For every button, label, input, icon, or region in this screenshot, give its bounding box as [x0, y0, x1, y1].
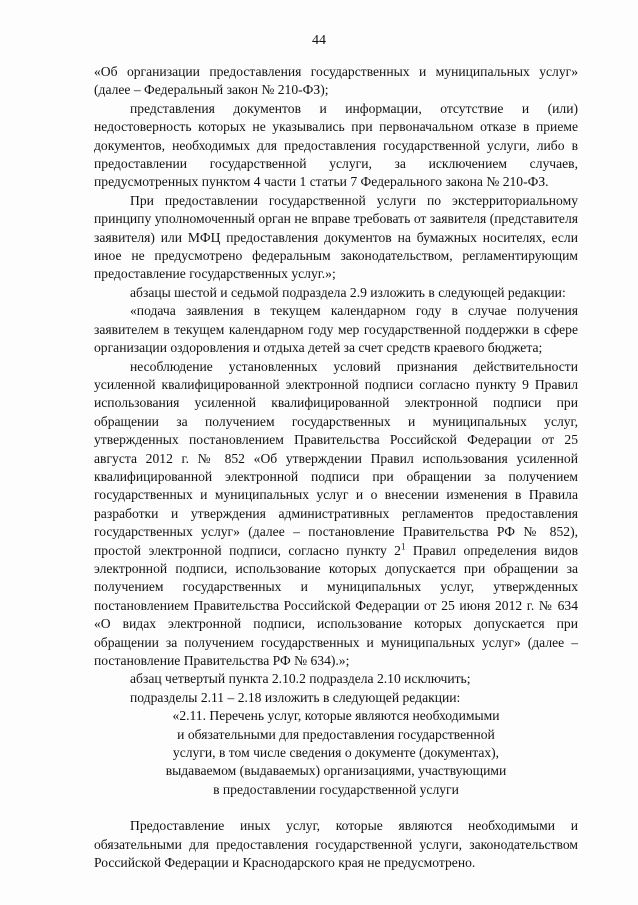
section-heading [94, 707, 578, 799]
paragraph-1: «Об организации предоставления государственных и муниципальных услуг» (далее – Федеральный закон № 210-ФЗ); [94, 64, 578, 98]
paragraph-3: При предоставлении государственной услуги по экстерриториальному принципу уполномоченный орган не вправе требовать от заявителя (представителя заявителя) или МФЦ предоставления документов на бумажных носителях, если иное не предусмотрено федеральным законодательством, регламентирующим предоставление государственных услуг.»; [94, 192, 578, 282]
heading-line-3: услуги, в том числе сведения о документе (документах), [172, 745, 500, 761]
document-body [94, 63, 578, 872]
heading-line-2: и обязательными для предоставления государственной [177, 726, 495, 742]
paragraph-6 [94, 358, 578, 671]
final-paragraph: Предоставление иных услуг, которые являются необходимыми и обязательными для предоставления государственной услуги, законодательством Российской Федерации и Краснодарского края не предусмотрено. [94, 818, 578, 871]
paragraph-4: абзацы шестой и седьмой подраздела 2.9 изложить в следующей редакции: [130, 284, 566, 300]
heading-line-1: «2.11. Перечень услуг, которые являются необходимыми [172, 708, 500, 724]
heading-line-5: в предоставлении государственной услуги [213, 781, 459, 797]
superscript-1: 1 [400, 541, 406, 552]
page-number: 44 [312, 33, 326, 48]
heading-line-4: выдаваемом (выдаваемых) организациями, участвующими [165, 763, 507, 779]
paragraph-7: абзац четвертый пункта 2.10.2 подраздела 2.10 исключить; [130, 671, 471, 687]
paragraph-5: «подача заявления в текущем календарном году в случае получения заявителем в текущем календарном году мер государственной поддержки в сфере организации оздоровления и отдыха детей за счет средств краевого бюджета; [94, 303, 578, 356]
paragraph-6-text-a: несоблюдение установленных условий признания действительности усиленной квалифицированной электронной подписи согласно пункту 9 Правил использования усиленной квалифицированной электронной подписи при обращении за получением государственных и муниципальных услуг, утвержденных постановлением Правительства Российской Федерации от 25 августа 2012 г. № 852 «Об утверждении Правил использования усиленной квалифицированной электронной подписи при обращении за получением государственных и муниципальных услуг и о внесении изменения в Правила разработки и утверждения административных регламентов предоставления государственных услуг» (далее – постановление Правительства РФ № 852), простой электронной подписи, согласно пункту 2 [94, 358, 578, 558]
paragraph-6-text-b: Правил определения видов электронной подписи, использование которых допускается при обращении за получением государственных и муниципальных услуг, утвержденных постановлением Правительства Российской Федерации от 25 июня 2012 г. № 634 «О видах электронной подписи, использование которых допускается при обращении за получением государственных и муниципальных услуг» (далее – постановление Правительства РФ № 634).»; [94, 542, 579, 668]
paragraph-8: подразделы 2.11 – 2.18 изложить в следующей редакции: [130, 689, 461, 705]
paragraph-2: представления документов и информации, отсутствие и (или) недостоверность которых не указывались при первоначальном отказе в приеме документов, необходимых для предоставления государственной услуги, либо в предоставлении государственной услуги, за исключением случаев, предусмотренных пунктом 4 части 1 статьи 7 Федерального закона № 210-ФЗ. [94, 100, 578, 190]
spacer [94, 799, 578, 817]
